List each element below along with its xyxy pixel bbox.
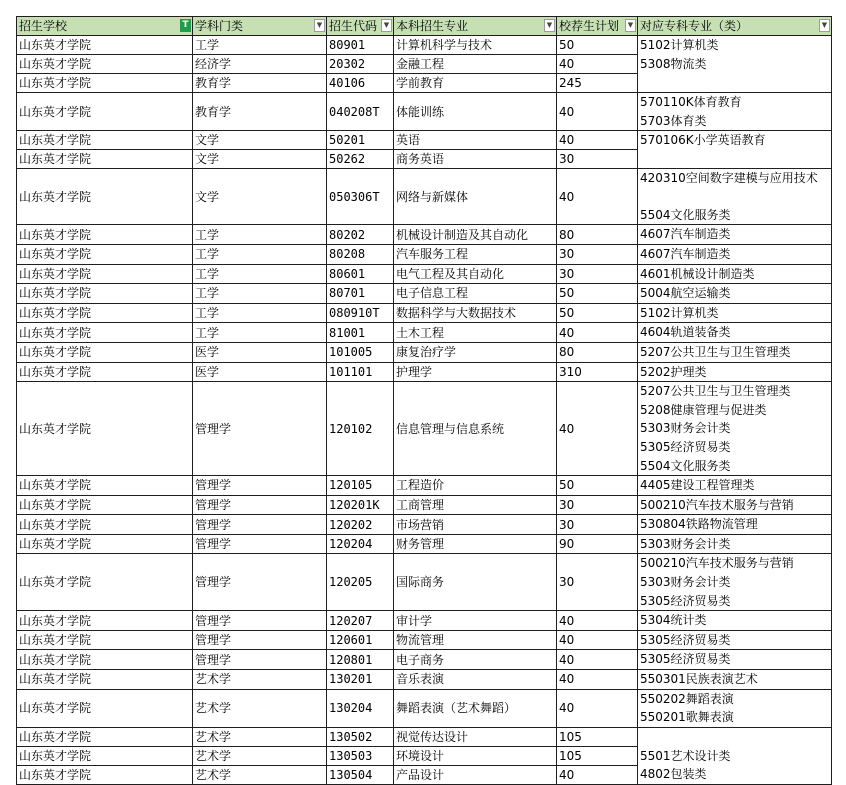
plan-cell[interactable]: 50 [557,476,638,496]
header-school[interactable]: 招生学校 T [17,17,193,36]
plan-cell[interactable]: 80 [557,342,638,362]
header-code[interactable]: 招生代码 ▼ [327,17,394,36]
dropdown-arrow-icon[interactable]: ▼ [544,19,555,32]
code-cell[interactable]: 120204 [327,534,394,554]
code-cell[interactable]: 130502 [327,727,394,746]
category-cell[interactable]: 管理学 [193,630,327,650]
related-cell[interactable] [638,303,832,323]
major-cell[interactable]: 护理学 [394,362,557,382]
related-line: 5703体育类 [640,113,707,128]
related-line: 4405建设工程管理类 [640,478,755,493]
related-cell[interactable] [638,515,832,535]
table-row [17,323,832,343]
category-cell[interactable]: 艺术学 [193,689,327,727]
category-cell[interactable]: 管理学 [193,650,327,670]
school-cell[interactable]: 山东英才学院 [17,131,193,150]
plan-cell[interactable]: 30 [557,554,638,611]
related-line: 5202护理类 [640,364,707,379]
major-cell[interactable]: 金融工程 [394,55,557,74]
header-plan[interactable]: 校荐生计划 ▼ [557,17,638,36]
plan-cell[interactable]: 30 [557,495,638,515]
code-cell[interactable]: 101005 [327,342,394,362]
table-row [17,303,832,323]
major-cell[interactable]: 舞蹈表演（艺术舞蹈） [394,689,557,727]
category-cell[interactable]: 管理学 [193,611,327,631]
category-cell[interactable]: 工学 [193,244,327,264]
related-line: 5303财务会计类 [640,536,731,551]
related-line: 5308物流类 [640,56,707,71]
school-cell[interactable]: 山东英才学院 [17,727,193,746]
related-cell[interactable] [638,630,832,650]
category-cell[interactable]: 工学 [193,323,327,343]
related-cell[interactable] [638,169,832,225]
school-cell[interactable]: 山东英才学院 [17,244,193,264]
code-cell[interactable]: 130503 [327,746,394,765]
code-cell[interactable]: 120102 [327,382,394,476]
category-cell[interactable]: 管理学 [193,534,327,554]
code-cell[interactable]: 120105 [327,476,394,496]
related-cell[interactable] [638,323,832,343]
dropdown-arrow-icon[interactable]: ▼ [625,19,636,32]
table-row [17,264,832,284]
related-cell[interactable] [638,727,832,784]
table-row [17,670,832,690]
major-cell[interactable]: 机械设计制造及其自动化 [394,225,557,245]
major-cell[interactable]: 学前教育 [394,74,557,93]
school-cell[interactable]: 山东英才学院 [17,36,193,55]
category-cell[interactable]: 管理学 [193,382,327,476]
school-cell[interactable]: 山东英才学院 [17,225,193,245]
related-line: 5208健康管理与促进类 [640,402,767,417]
category-cell[interactable]: 教育学 [193,93,327,131]
related-line: 4607汽车制造类 [640,246,731,261]
school-cell[interactable]: 山东英才学院 [17,765,193,784]
school-cell[interactable]: 山东英才学院 [17,495,193,515]
table-row [17,495,832,515]
related-line: 5102计算机类 [640,305,719,320]
related-line: 5305经济贸易类 [640,632,731,647]
related-line: 550201歌舞表演 [640,710,734,725]
code-cell[interactable]: 81001 [327,323,394,343]
school-cell[interactable]: 山东英才学院 [17,342,193,362]
school-cell[interactable]: 山东英才学院 [17,303,193,323]
table-row [17,476,832,496]
table-row [17,244,832,264]
major-cell[interactable]: 音乐表演 [394,670,557,690]
category-cell[interactable]: 艺术学 [193,670,327,690]
related-line: 500210汽车技术服务与营销 [640,497,794,512]
related-line: 570106K小学英语教育 [640,133,766,148]
plan-cell[interactable]: 50 [557,36,638,55]
plan-cell[interactable]: 40 [557,611,638,631]
header-major[interactable]: 本科招生专业 ▼ [394,17,557,36]
major-cell[interactable]: 康复治疗学 [394,342,557,362]
table-row [17,727,832,746]
school-cell[interactable]: 山东英才学院 [17,284,193,304]
related-line: 5504文化服务类 [640,458,731,473]
major-cell[interactable]: 物流管理 [394,630,557,650]
related-line: 5501艺术设计类 [640,748,731,763]
category-cell[interactable]: 管理学 [193,495,327,515]
major-cell[interactable]: 审计学 [394,611,557,631]
related-line: 5305经济贸易类 [640,652,731,667]
related-cell[interactable] [638,611,832,631]
dropdown-arrow-icon[interactable]: ▼ [819,19,830,32]
code-cell[interactable]: 120201K [327,495,394,515]
school-cell[interactable]: 山东英才学院 [17,382,193,476]
category-cell[interactable]: 工学 [193,284,327,304]
category-cell[interactable]: 文学 [193,150,327,169]
school-cell[interactable]: 山东英才学院 [17,323,193,343]
related-cell[interactable] [638,476,832,496]
header-category[interactable]: 学科门类 ▼ [193,17,327,36]
school-cell[interactable]: 山东英才学院 [17,611,193,631]
school-cell[interactable]: 山东英才学院 [17,55,193,74]
school-cell[interactable]: 山东英才学院 [17,689,193,727]
related-line: 550301民族表演艺术 [640,672,758,687]
filter-active-icon[interactable]: T [180,19,191,32]
related-line: 4601机械设计制造类 [640,266,755,281]
school-cell[interactable]: 山东英才学院 [17,650,193,670]
plan-cell[interactable]: 105 [557,727,638,746]
major-cell[interactable]: 国际商务 [394,554,557,611]
table-row [17,225,832,245]
major-cell[interactable]: 环境设计 [394,746,557,765]
school-cell[interactable]: 山东英才学院 [17,93,193,131]
plan-cell[interactable]: 40 [557,382,638,476]
code-cell[interactable]: 050306T [327,169,394,225]
related-line: 5004航空运输类 [640,286,731,301]
related-line: 5102计算机类 [640,38,719,52]
related-cell[interactable] [638,264,832,284]
category-cell[interactable]: 艺术学 [193,746,327,765]
code-cell[interactable]: 80901 [327,36,394,55]
code-cell[interactable]: 80208 [327,244,394,264]
plan-cell[interactable]: 80 [557,225,638,245]
major-cell[interactable]: 计算机科学与技术 [394,36,557,55]
school-cell[interactable]: 山东英才学院 [17,746,193,765]
code-cell[interactable]: 120202 [327,515,394,535]
plan-cell[interactable]: 40 [557,630,638,650]
category-cell[interactable]: 管理学 [193,554,327,611]
table-row [17,554,832,611]
major-cell[interactable]: 电子信息工程 [394,284,557,304]
table-row [17,362,832,382]
major-cell[interactable]: 商务英语 [394,150,557,169]
related-line: 4604轨道装备类 [640,325,731,340]
code-cell[interactable]: 40106 [327,74,394,93]
dropdown-arrow-icon[interactable]: ▼ [314,19,325,32]
category-cell[interactable]: 医学 [193,362,327,382]
code-cell[interactable]: 130204 [327,689,394,727]
major-cell[interactable]: 财务管理 [394,534,557,554]
table-row [17,650,832,670]
plan-cell[interactable]: 40 [557,670,638,690]
related-line: 4802包装类 [640,767,707,782]
related-cell[interactable] [638,284,832,304]
table-row [17,169,832,225]
code-cell[interactable]: 120205 [327,554,394,611]
related-cell[interactable] [638,131,832,169]
table-row [17,93,832,131]
school-cell[interactable]: 山东英才学院 [17,476,193,496]
related-line: 550202舞蹈表演 [640,691,734,706]
related-line: 5305经济贸易类 [640,593,731,608]
related-cell[interactable] [638,689,832,727]
plan-cell[interactable]: 40 [557,689,638,727]
related-line: 5207公共卫生与卫生管理类 [640,344,791,359]
school-cell[interactable]: 山东英才学院 [17,74,193,93]
major-cell[interactable]: 视觉传达设计 [394,727,557,746]
major-cell[interactable]: 电气工程及其自动化 [394,264,557,284]
table-row [17,131,832,150]
spreadsheet-table [16,16,832,785]
school-cell[interactable]: 山东英才学院 [17,554,193,611]
major-cell[interactable]: 工商管理 [394,495,557,515]
related-line: 5305经济贸易类 [640,439,731,454]
table-row [17,382,832,476]
related-line: 4607汽车制造类 [640,227,731,242]
plan-cell[interactable]: 245 [557,74,638,93]
plan-cell[interactable]: 50 [557,284,638,304]
category-cell[interactable]: 工学 [193,303,327,323]
plan-cell[interactable]: 30 [557,264,638,284]
line-gap [640,188,829,206]
category-cell[interactable]: 艺术学 [193,727,327,746]
related-line: 5303财务会计类 [640,575,731,590]
table-row [17,284,832,304]
related-line: 570110K体育教育 [640,95,742,109]
related-line: 500210汽车技术服务与营销 [640,556,794,571]
table-row [17,515,832,535]
code-cell[interactable]: 80202 [327,225,394,245]
code-cell[interactable]: 50201 [327,131,394,150]
category-cell[interactable]: 经济学 [193,55,327,74]
major-cell[interactable]: 市场营销 [394,515,557,535]
code-cell[interactable]: 120801 [327,650,394,670]
plan-cell[interactable]: 40 [557,93,638,131]
code-cell[interactable]: 120207 [327,611,394,631]
code-cell[interactable]: 040208T [327,93,394,131]
plan-cell[interactable]: 90 [557,534,638,554]
plan-cell[interactable]: 30 [557,150,638,169]
table-row [17,630,832,650]
school-cell[interactable]: 山东英才学院 [17,169,193,225]
major-cell[interactable]: 电子商务 [394,650,557,670]
header-related[interactable]: 对应专科专业（类） ▼ [638,17,832,36]
school-cell[interactable]: 山东英才学院 [17,534,193,554]
category-cell[interactable]: 文学 [193,169,327,225]
table-body [17,36,832,785]
table-row [17,611,832,631]
code-cell[interactable]: 080910T [327,303,394,323]
code-cell[interactable]: 50262 [327,150,394,169]
category-cell[interactable]: 管理学 [193,515,327,535]
code-cell[interactable]: 130504 [327,765,394,784]
plan-cell[interactable]: 40 [557,55,638,74]
category-cell[interactable]: 工学 [193,36,327,55]
table-row [17,36,832,55]
related-cell[interactable] [638,495,832,515]
related-cell[interactable] [638,244,832,264]
related-cell[interactable] [638,650,832,670]
major-cell[interactable]: 网络与新媒体 [394,169,557,225]
related-line: 5207公共卫生与卫生管理类 [640,384,791,399]
related-line: 420310空间数字建模与应用技术 [640,171,818,186]
code-cell[interactable]: 80601 [327,264,394,284]
plan-cell[interactable]: 30 [557,515,638,535]
related-cell[interactable] [638,554,832,611]
table-row [17,342,832,362]
plan-cell[interactable]: 40 [557,131,638,150]
plan-cell[interactable]: 40 [557,650,638,670]
category-cell[interactable]: 医学 [193,342,327,362]
related-cell[interactable] [638,342,832,362]
category-cell[interactable]: 工学 [193,225,327,245]
school-cell[interactable]: 山东英才学院 [17,264,193,284]
category-cell[interactable]: 艺术学 [193,765,327,784]
school-cell[interactable]: 山东英才学院 [17,630,193,650]
school-cell[interactable]: 山东英才学院 [17,362,193,382]
major-cell[interactable]: 体能训练 [394,93,557,131]
category-cell[interactable]: 文学 [193,131,327,150]
related-cell[interactable] [638,93,832,131]
plan-cell[interactable]: 50 [557,303,638,323]
major-cell[interactable]: 工程造价 [394,476,557,496]
related-cell[interactable] [638,362,832,382]
category-cell[interactable]: 教育学 [193,74,327,93]
plan-cell[interactable]: 40 [557,323,638,343]
major-cell[interactable]: 产品设计 [394,765,557,784]
code-cell[interactable]: 130201 [327,670,394,690]
school-cell[interactable]: 山东英才学院 [17,670,193,690]
related-cell[interactable] [638,534,832,554]
school-cell[interactable]: 山东英才学院 [17,515,193,535]
related-cell[interactable] [638,382,832,476]
category-cell[interactable]: 工学 [193,264,327,284]
table-row [17,689,832,727]
related-line: 5303财务会计类 [640,421,731,436]
major-cell[interactable]: 数据科学与大数据技术 [394,303,557,323]
plan-cell[interactable]: 105 [557,746,638,765]
major-cell[interactable]: 信息管理与信息系统 [394,382,557,476]
plan-cell[interactable]: 310 [557,362,638,382]
related-cell[interactable] [638,36,832,93]
table-row [17,534,832,554]
school-cell[interactable]: 山东英才学院 [17,150,193,169]
major-cell[interactable]: 汽车服务工程 [394,244,557,264]
related-cell[interactable] [638,225,832,245]
code-cell[interactable]: 20302 [327,55,394,74]
plan-cell[interactable]: 30 [557,244,638,264]
major-cell[interactable]: 英语 [394,131,557,150]
code-cell[interactable]: 120601 [327,630,394,650]
dropdown-arrow-icon[interactable]: ▼ [381,19,392,32]
plan-cell[interactable]: 40 [557,765,638,784]
related-line: 5304统计类 [640,613,707,628]
category-cell[interactable]: 管理学 [193,476,327,496]
code-cell[interactable]: 101101 [327,362,394,382]
code-cell[interactable]: 80701 [327,284,394,304]
related-line: 5504文化服务类 [640,207,731,222]
plan-cell[interactable]: 40 [557,169,638,225]
related-line: 530804铁路物流管理 [640,517,758,532]
related-cell[interactable] [638,670,832,690]
major-cell[interactable]: 土木工程 [394,323,557,343]
